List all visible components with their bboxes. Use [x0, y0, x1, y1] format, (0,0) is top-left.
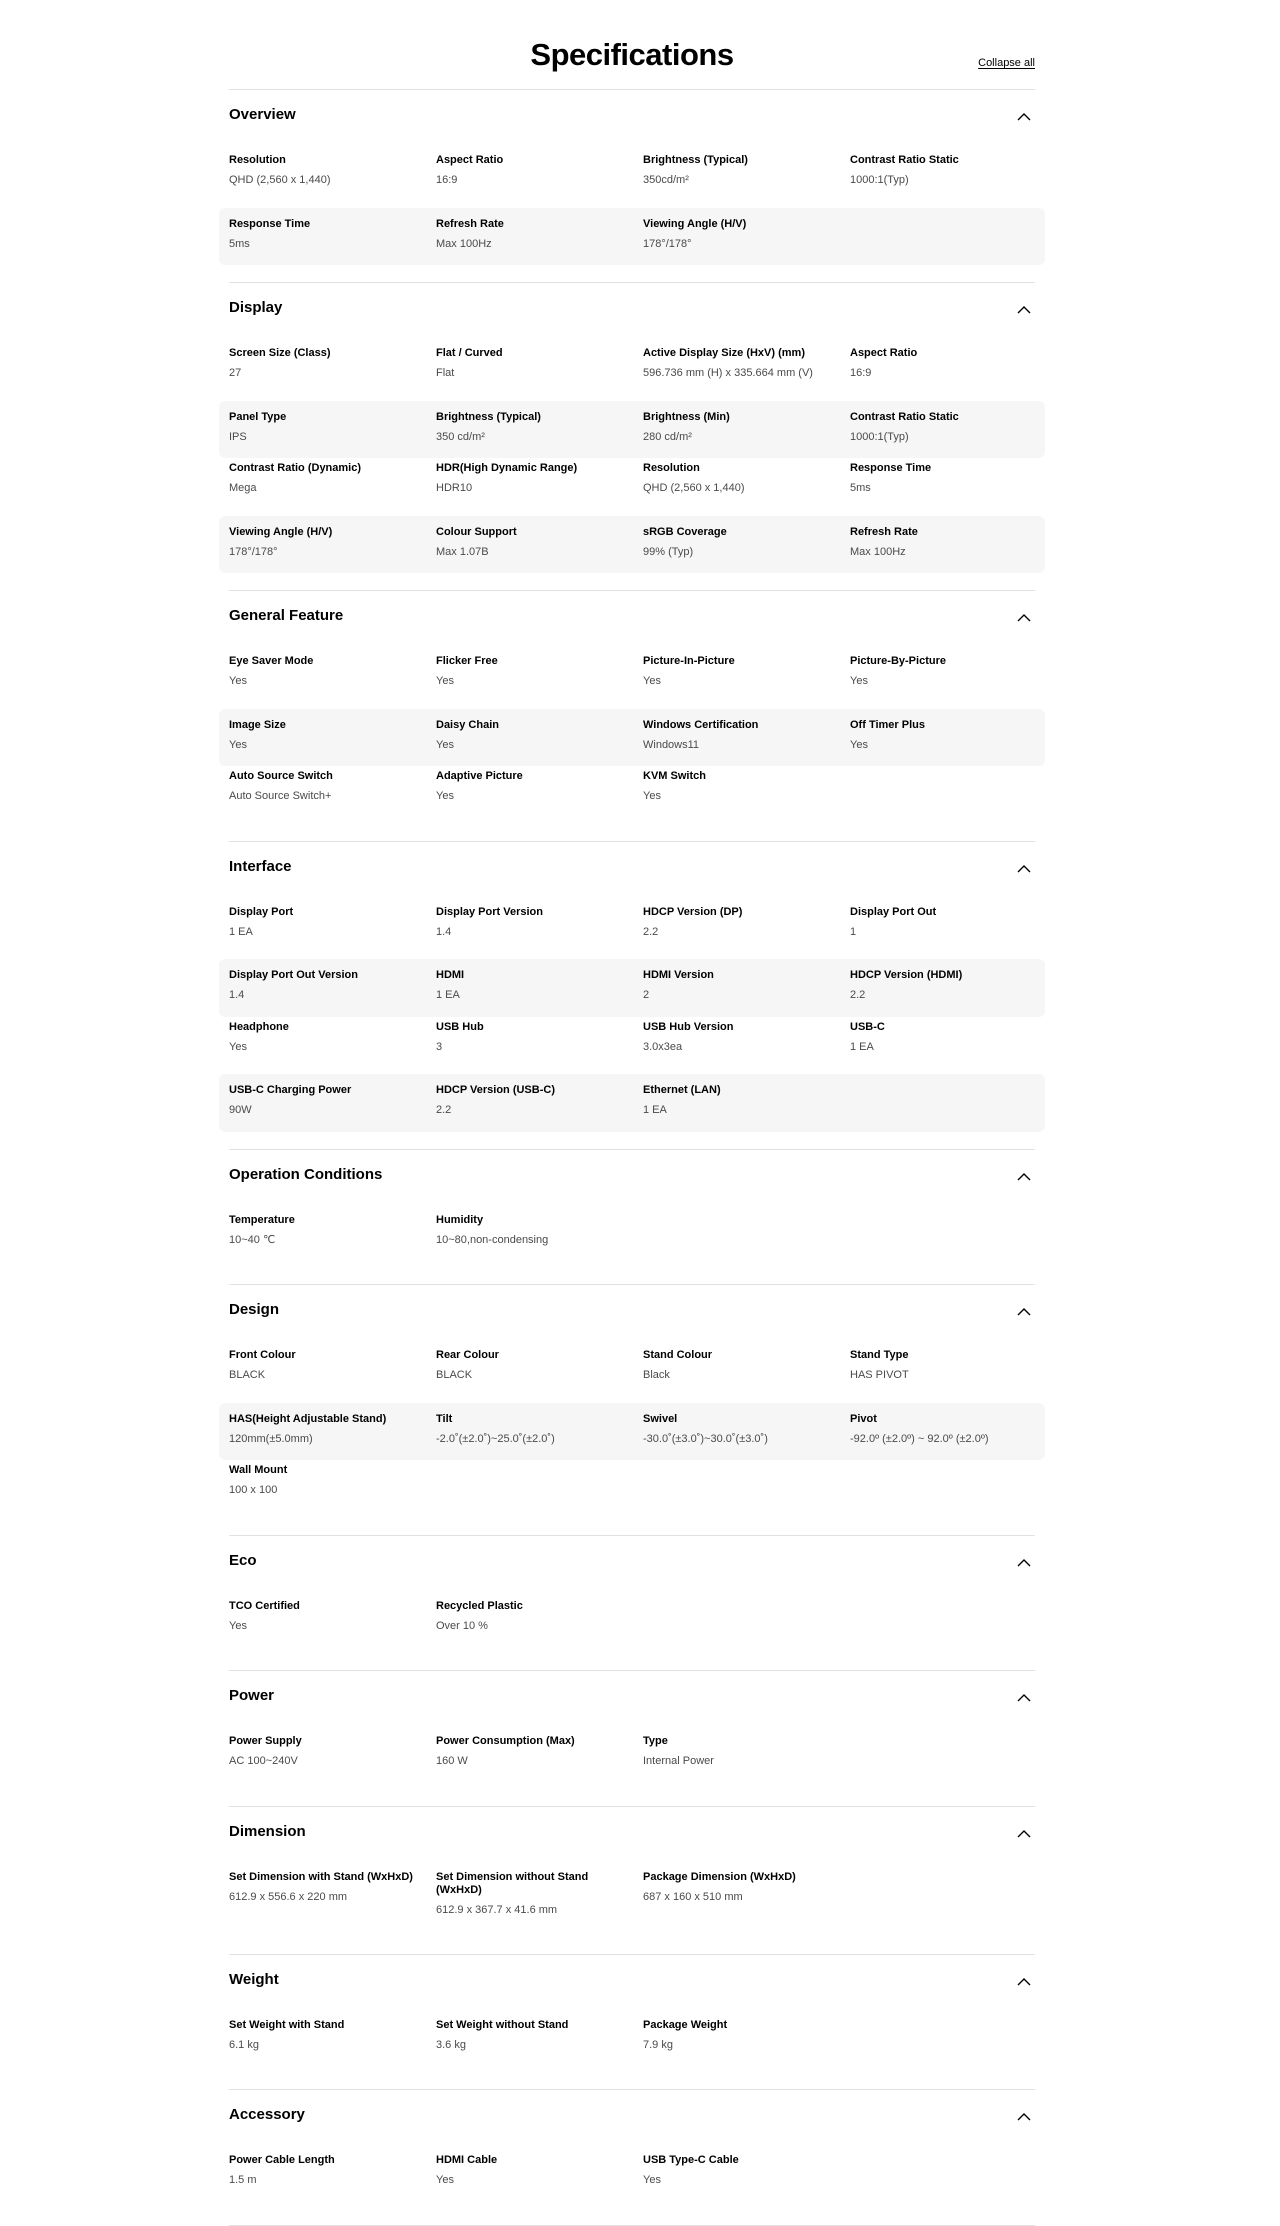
spec-row — [229, 1460, 1035, 1518]
spec-value: 27 — [229, 367, 242, 379]
spec-item — [643, 462, 850, 495]
spec-item — [229, 655, 436, 688]
spec-value: Auto Source Switch+ — [229, 790, 332, 802]
spec-value: 5ms — [229, 237, 250, 250]
spec-item — [436, 462, 643, 495]
spec-value: 280 cd/m² — [643, 430, 692, 443]
specifications-panel — [229, 0, 1035, 2226]
spec-value: 1000:1(Typ) — [850, 430, 909, 443]
spec-section-eco — [229, 1536, 1035, 1672]
spec-value: Yes — [436, 790, 454, 802]
spec-label: Viewing Angle (H/V) — [643, 217, 747, 230]
spec-label: Contrast Ratio Static — [850, 154, 959, 166]
spec-item — [229, 719, 436, 752]
spec-label: Contrast Ratio Static — [850, 410, 959, 423]
spec-value: 2.2 — [850, 989, 866, 1001]
chevron-up-icon[interactable] — [1017, 613, 1031, 622]
spec-value: Internal Power — [643, 1755, 714, 1767]
spec-value: 1.5 m — [229, 2174, 257, 2186]
spec-label: HDMI Version — [643, 969, 714, 981]
spec-label: HDCP Version (DP) — [643, 905, 743, 918]
spec-value: 1 — [850, 925, 857, 938]
spec-item — [229, 526, 436, 559]
spec-label: KVM Switch — [643, 770, 706, 782]
spec-label: Colour Support — [436, 525, 517, 538]
spec-item — [436, 218, 643, 251]
section-header[interactable] — [229, 1150, 1035, 1210]
spec-value: Yes — [643, 2174, 661, 2186]
spec-value: 1000:1(Typ) — [850, 174, 909, 186]
spec-item — [436, 526, 643, 559]
spec-value: HAS PIVOT — [850, 1369, 909, 1381]
section-header[interactable] — [229, 283, 1035, 343]
spec-item — [643, 1413, 850, 1446]
spec-item — [229, 411, 436, 444]
spec-item — [229, 462, 436, 495]
spec-value: 3.0x3ea — [643, 1040, 683, 1053]
spec-value: -92.0º (±2.0º) ~ 92.0º (±2.0º) — [850, 1432, 989, 1445]
spec-label: Brightness (Typical) — [643, 154, 748, 166]
spec-item — [643, 770, 850, 803]
spec-value: Yes — [229, 675, 247, 687]
spec-label: HAS(Height Adjustable Stand) — [229, 1412, 387, 1425]
spec-section-operation-conditions — [229, 1150, 1035, 1286]
spec-value: 1 EA — [229, 925, 253, 938]
spec-value: 1 EA — [643, 1104, 667, 1116]
chevron-up-icon[interactable] — [1017, 1172, 1031, 1181]
spec-item — [229, 1871, 436, 1917]
spec-label: Power Cable Length — [229, 2154, 335, 2166]
section-title: Design — [229, 1301, 280, 1318]
section-title: Display — [229, 299, 283, 316]
spec-item — [643, 719, 850, 752]
spec-row — [229, 1210, 1035, 1268]
spec-item — [229, 218, 436, 251]
spec-row — [229, 1017, 1035, 1075]
spec-value: 350cd/m² — [643, 174, 689, 186]
spec-item — [643, 1349, 850, 1382]
spec-item — [643, 2154, 850, 2187]
spec-label: HDCP Version (HDMI) — [850, 969, 963, 981]
spec-item — [436, 1214, 643, 1247]
spec-label: Daisy Chain — [436, 718, 499, 731]
spec-value: -30.0˚(±3.0˚)~30.0˚(±3.0˚) — [643, 1432, 768, 1445]
section-title: Eco — [229, 1551, 257, 1569]
spec-value: Flat — [436, 367, 455, 379]
spec-item — [850, 347, 1035, 380]
spec-label: Resolution — [229, 154, 286, 166]
spec-item — [436, 1600, 643, 1633]
spec-item — [850, 1413, 1035, 1446]
spec-label: sRGB Coverage — [643, 525, 727, 538]
spec-label: Package Weight — [643, 2018, 728, 2031]
spec-section-power — [229, 1671, 1035, 1807]
spec-label: Swivel — [643, 1412, 678, 1425]
spec-value: 178°/178° — [229, 545, 278, 558]
spec-value: QHD (2,560 x 1,440) — [643, 482, 745, 494]
spec-section-dimension — [229, 1807, 1035, 1955]
spec-row — [219, 401, 1045, 459]
spec-value: Yes — [850, 738, 868, 751]
spec-item — [229, 347, 436, 380]
spec-item — [643, 655, 850, 688]
spec-label: HDCP Version (USB-C) — [436, 1084, 555, 1096]
spec-item — [436, 1021, 643, 1054]
spec-label: Off Timer Plus — [850, 718, 925, 731]
spec-item — [436, 1413, 643, 1446]
spec-value: Yes — [229, 1619, 247, 1632]
chevron-up-icon[interactable] — [1017, 2112, 1031, 2121]
spec-label: Image Size — [229, 718, 286, 731]
section-title: Overview — [229, 106, 296, 123]
spec-value: 3.6 kg — [436, 2038, 466, 2051]
spec-item — [436, 906, 643, 939]
spec-label: Response Time — [229, 217, 311, 230]
spec-row — [229, 2015, 1035, 2073]
spec-label: USB-C Charging Power — [229, 1084, 352, 1096]
spec-label: Display Port — [229, 905, 294, 918]
spec-label: Power Consumption (Max) — [436, 1735, 575, 1747]
spec-label: Type — [643, 1735, 668, 1747]
spec-section-design — [229, 1285, 1035, 1536]
spec-label: Brightness (Min) — [643, 410, 730, 423]
spec-label: Set Weight without Stand — [436, 2018, 569, 2031]
spec-label: Stand Type — [850, 1349, 909, 1361]
spec-label: Rear Colour — [436, 1349, 499, 1361]
spec-item — [229, 1021, 436, 1054]
spec-label: Flicker Free — [436, 655, 498, 667]
spec-item — [436, 655, 643, 688]
spec-label: Flat / Curved — [436, 347, 503, 359]
spec-label: Front Colour — [229, 1349, 296, 1361]
spec-value: 120mm(±5.0mm) — [229, 1432, 313, 1445]
spec-item — [436, 1871, 643, 1917]
section-title: General Feature — [229, 607, 344, 624]
spec-item — [850, 526, 1035, 559]
spec-value: 99% (Typ) — [643, 545, 694, 558]
spec-label: Panel Type — [229, 410, 287, 423]
spec-item — [643, 411, 850, 444]
spec-section-weight — [229, 1955, 1035, 2091]
section-title: Accessory — [229, 2106, 305, 2123]
spec-value: 10~80,non-condensing — [436, 1233, 549, 1246]
spec-section-general-feature — [229, 591, 1035, 842]
spec-value: Yes — [229, 1040, 247, 1053]
spec-row — [229, 343, 1035, 401]
spec-item — [229, 1600, 436, 1633]
spec-value: 160 W — [436, 1755, 468, 1767]
spec-value: Yes — [643, 675, 661, 687]
spec-label: Active Display Size (HxV) (mm) — [643, 347, 805, 359]
spec-label: Picture-By-Picture — [850, 655, 946, 667]
spec-item — [643, 154, 850, 187]
spec-label: Recycled Plastic — [436, 1599, 523, 1612]
spec-item — [436, 2154, 643, 2187]
spec-section-accessory — [229, 2090, 1035, 2226]
spec-item — [436, 411, 643, 444]
section-title: Weight — [229, 1970, 279, 1988]
spec-item — [850, 969, 1035, 1002]
spec-value: 5ms — [850, 482, 871, 494]
spec-row — [219, 1074, 1045, 1132]
spec-row — [229, 902, 1035, 960]
spec-item — [229, 770, 436, 803]
chevron-up-icon[interactable] — [1017, 112, 1031, 121]
spec-item — [643, 2019, 850, 2052]
spec-item — [229, 969, 436, 1002]
spec-label: Wall Mount — [229, 1464, 288, 1476]
spec-value: 16:9 — [850, 367, 872, 379]
chevron-up-icon[interactable] — [1017, 864, 1031, 873]
spec-label: Resolution — [643, 462, 700, 474]
spec-label: HDR(High Dynamic Range) — [436, 462, 578, 474]
spec-item — [643, 1021, 850, 1054]
spec-label: Picture-In-Picture — [643, 655, 735, 667]
spec-label: Aspect Ratio — [850, 347, 918, 359]
spec-row — [219, 516, 1045, 574]
spec-value: 100 x 100 — [229, 1484, 278, 1496]
spec-item — [229, 2154, 436, 2187]
spec-value: HDR10 — [436, 482, 473, 494]
spec-label: USB Hub — [436, 1020, 484, 1033]
spec-value: -2.0˚(±2.0˚)~25.0˚(±2.0˚) — [436, 1432, 555, 1445]
spec-label: Eye Saver Mode — [229, 655, 314, 667]
spec-row — [219, 1403, 1045, 1461]
spec-value: Windows11 — [643, 738, 700, 751]
spec-item — [229, 1413, 436, 1446]
section-header[interactable] — [229, 1285, 1035, 1345]
spec-label: Pivot — [850, 1412, 877, 1425]
spec-row — [229, 651, 1035, 709]
spec-value: 16:9 — [436, 174, 458, 186]
spec-value: BLACK — [229, 1369, 266, 1381]
spec-value: 7.9 kg — [643, 2038, 673, 2051]
spec-value: 1 EA — [436, 989, 460, 1001]
spec-value: Max 100Hz — [436, 237, 492, 250]
spec-row — [229, 150, 1035, 208]
spec-item — [643, 526, 850, 559]
spec-label: Windows Certification — [643, 718, 759, 731]
spec-value: Over 10 % — [436, 1619, 488, 1632]
spec-label: Refresh Rate — [850, 525, 918, 538]
spec-row — [229, 1345, 1035, 1403]
spec-value: 596.736 mm (H) x 335.664 mm (V) — [643, 367, 813, 379]
spec-value: 612.9 x 556.6 x 220 mm — [229, 1890, 348, 1903]
spec-label: Screen Size (Class) — [229, 347, 331, 359]
spec-value: 10~40 ℃ — [229, 1233, 276, 1246]
spec-value: 6.1 kg — [229, 2038, 259, 2051]
section-title: Operation Conditions — [229, 1165, 383, 1183]
spec-item — [850, 906, 1035, 939]
spec-row — [219, 959, 1045, 1017]
spec-label: Ethernet (LAN) — [643, 1084, 721, 1096]
spec-label: HDMI — [436, 969, 465, 981]
spec-label: HDMI Cable — [436, 2154, 498, 2166]
page-title: Specifications — [530, 37, 734, 72]
section-header[interactable] — [229, 1671, 1035, 1731]
spec-value: AC 100~240V — [229, 1755, 298, 1767]
spec-item — [436, 719, 643, 752]
spec-item — [850, 719, 1035, 752]
spec-value: 2 — [643, 989, 650, 1001]
spec-value: 1.4 — [436, 925, 452, 938]
spec-value: Max 1.07B — [436, 545, 489, 558]
section-header[interactable] — [229, 591, 1035, 651]
spec-label: Set Dimension without Stand (WxHxD) — [436, 1870, 589, 1896]
spec-item — [229, 154, 436, 187]
spec-item — [850, 154, 1035, 187]
spec-value: 1.4 — [229, 989, 245, 1001]
chevron-up-icon[interactable] — [1017, 1829, 1031, 1838]
spec-row — [229, 1731, 1035, 1789]
spec-label: Auto Source Switch — [229, 770, 333, 782]
section-title: Dimension — [229, 1822, 306, 1840]
spec-row — [229, 1596, 1035, 1654]
spec-section-overview — [229, 90, 1035, 283]
spec-item — [643, 1084, 850, 1117]
spec-item — [229, 1084, 436, 1117]
spec-value: Yes — [643, 790, 661, 802]
chevron-up-icon[interactable] — [1017, 1693, 1031, 1702]
spec-value: IPS — [229, 430, 247, 443]
spec-value: Yes — [850, 675, 868, 687]
spec-item — [436, 347, 643, 380]
spec-value: Black — [643, 1369, 670, 1381]
spec-label: Temperature — [229, 1213, 295, 1226]
spec-sections — [229, 90, 1035, 2226]
spec-label: USB Hub Version — [643, 1020, 734, 1033]
spec-value: Yes — [436, 675, 454, 687]
spec-value: Max 100Hz — [850, 545, 906, 558]
spec-value: 178°/178° — [643, 237, 692, 250]
spec-row — [229, 766, 1035, 824]
section-title: Interface — [229, 857, 292, 875]
spec-value: BLACK — [436, 1369, 473, 1381]
section-header[interactable] — [229, 842, 1035, 902]
spec-value: Yes — [436, 738, 454, 751]
spec-label: Stand Colour — [643, 1349, 713, 1361]
spec-label: Package Dimension (WxHxD) — [643, 1870, 796, 1883]
spec-item — [436, 2019, 643, 2052]
spec-label: Power Supply — [229, 1735, 302, 1747]
chevron-up-icon[interactable] — [1017, 1977, 1031, 1986]
spec-label: Headphone — [229, 1020, 289, 1033]
spec-label: Viewing Angle (H/V) — [229, 525, 333, 538]
spec-label: Display Port Out Version — [229, 969, 358, 981]
spec-label: USB-C — [850, 1020, 885, 1033]
spec-item — [850, 655, 1035, 688]
section-header[interactable] — [229, 1807, 1035, 1867]
spec-value: 2.2 — [436, 1104, 452, 1116]
spec-label: TCO Certified — [229, 1599, 300, 1612]
spec-item — [436, 969, 643, 1002]
spec-label: Set Weight with Stand — [229, 2018, 345, 2031]
spec-item — [229, 1464, 436, 1497]
spec-item — [436, 1735, 643, 1768]
spec-item — [229, 1735, 436, 1768]
spec-label: Display Port Version — [436, 905, 543, 918]
spec-value: Mega — [229, 482, 257, 494]
spec-value: QHD (2,560 x 1,440) — [229, 174, 331, 186]
spec-value: 612.9 x 367.7 x 41.6 mm — [436, 1903, 558, 1916]
spec-item — [436, 1349, 643, 1382]
spec-item — [229, 1214, 436, 1247]
spec-value: Yes — [436, 2174, 454, 2186]
spec-row — [219, 208, 1045, 266]
spec-label: Contrast Ratio (Dynamic) — [229, 462, 362, 474]
spec-value: 2.2 — [643, 925, 659, 938]
spec-value: 3 — [436, 1040, 443, 1053]
spec-row — [229, 2150, 1035, 2208]
spec-label: Set Dimension with Stand (WxHxD) — [229, 1870, 413, 1883]
spec-section-display — [229, 283, 1035, 591]
spec-item — [436, 770, 643, 803]
spec-item — [229, 1349, 436, 1382]
spec-item — [229, 2019, 436, 2052]
spec-item — [643, 969, 850, 1002]
spec-label: Response Time — [850, 462, 932, 474]
spec-item — [850, 411, 1035, 444]
section-header[interactable] — [229, 90, 1035, 150]
spec-label: Brightness (Typical) — [436, 410, 541, 423]
spec-value: 350 cd/m² — [436, 430, 485, 443]
spec-label: Tilt — [436, 1412, 453, 1425]
spec-value: 1 EA — [850, 1040, 874, 1053]
spec-item — [850, 1021, 1035, 1054]
spec-item — [643, 218, 850, 251]
spec-label: Display Port Out — [850, 905, 937, 918]
spec-value: 687 x 160 x 510 mm — [643, 1890, 743, 1903]
collapse-all-link[interactable]: Collapse all — [978, 57, 1035, 69]
spec-item — [436, 154, 643, 187]
section-header[interactable] — [229, 1536, 1035, 1596]
spec-value: Yes — [229, 738, 247, 751]
spec-label: Humidity — [436, 1213, 484, 1226]
spec-item — [643, 906, 850, 939]
chevron-up-icon[interactable] — [1017, 1307, 1031, 1316]
spec-item — [643, 1871, 850, 1917]
spec-section-interface — [229, 842, 1035, 1150]
spec-row — [229, 1867, 1035, 1937]
chevron-up-icon[interactable] — [1017, 1558, 1031, 1567]
spec-item — [229, 906, 436, 939]
spec-label: Aspect Ratio — [436, 154, 504, 166]
spec-row — [219, 709, 1045, 767]
section-title: Power — [229, 1687, 275, 1704]
spec-label: USB Type-C Cable — [643, 2154, 739, 2166]
section-header[interactable] — [229, 2090, 1035, 2150]
spec-label: Refresh Rate — [436, 217, 504, 230]
chevron-up-icon[interactable] — [1017, 305, 1031, 314]
section-header[interactable] — [229, 1955, 1035, 2015]
spec-item — [643, 1735, 850, 1768]
spec-item — [850, 462, 1035, 495]
spec-row — [229, 458, 1035, 516]
spec-item — [643, 347, 850, 380]
spec-label: Adaptive Picture — [436, 770, 523, 782]
spec-value: 90W — [229, 1104, 252, 1116]
header — [229, 0, 1035, 90]
spec-item — [850, 1349, 1035, 1382]
spec-item — [436, 1084, 643, 1117]
